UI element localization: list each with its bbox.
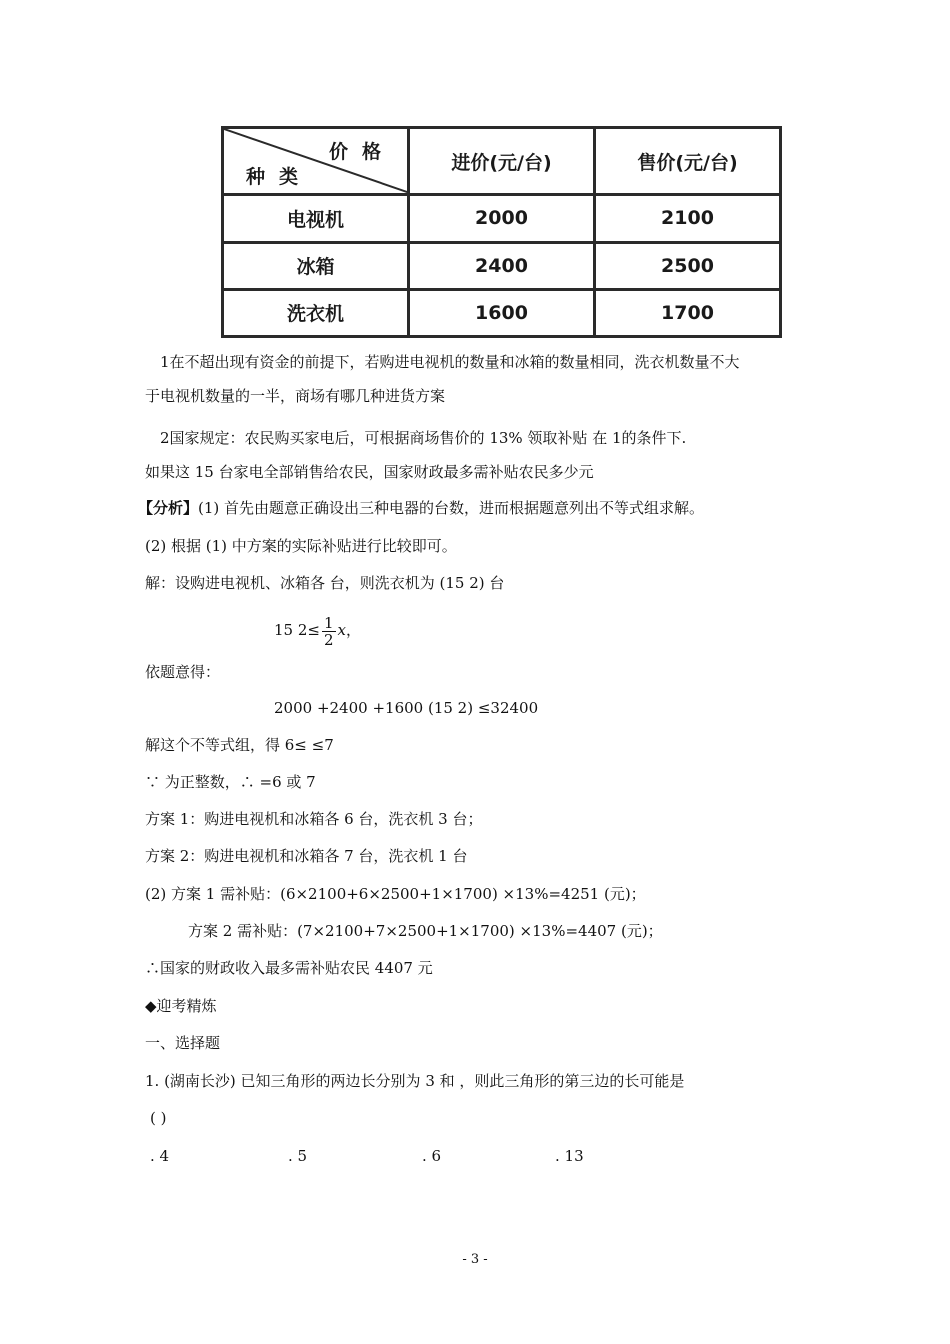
integer-condition: ∵ 为正整数，∴ =6 或 7 bbox=[145, 773, 316, 791]
row-name: 冰箱 bbox=[223, 242, 409, 289]
row-name: 电视机 bbox=[223, 195, 409, 242]
option-a: . 4 bbox=[150, 1147, 170, 1165]
variable-x: x bbox=[337, 621, 346, 639]
inequality-1-left: 15 2≤ bbox=[274, 621, 320, 639]
row-buy: 2000 bbox=[409, 195, 595, 242]
table-row bbox=[223, 289, 781, 336]
price-table bbox=[221, 126, 782, 338]
plan-2: 方案 2：购进电视机和冰箱各 7 台，洗衣机 1 台 bbox=[145, 847, 468, 865]
question-1-line-1: 1在不超出现有资金的前提下，若购进电视机的数量和冰箱的数量相同，洗衣机数量不大 bbox=[160, 353, 740, 371]
fraction-numerator: 1 bbox=[323, 613, 334, 632]
analysis-label: 【分析】 bbox=[138, 499, 199, 517]
row-sell: 1700 bbox=[595, 289, 781, 336]
page-number: - 3 - bbox=[462, 1252, 488, 1267]
solve-result: 解这个不等式组，得 6≤ ≤7 bbox=[145, 736, 334, 754]
row-name: 洗衣机 bbox=[223, 289, 409, 336]
row-sell: 2500 bbox=[595, 242, 781, 289]
header-buy-price: 进价(元/台) bbox=[409, 128, 595, 195]
fraction-denominator: 2 bbox=[323, 630, 334, 649]
table-corner-cell bbox=[223, 128, 409, 195]
fraction-one-half bbox=[322, 615, 336, 648]
section-title: ◆迎考精炼 bbox=[145, 997, 217, 1015]
table-row bbox=[223, 195, 781, 242]
row-sell: 2100 bbox=[595, 195, 781, 242]
plan-1: 方案 1：购进电视机和冰箱各 6 台，洗衣机 3 台； bbox=[145, 810, 483, 828]
table-row bbox=[223, 242, 781, 289]
analysis-text-1: (1) 首先由题意正确设出三种电器的台数，进而根据题意列出不等式组求解。 bbox=[198, 499, 705, 517]
choice-title: 一、选择题 bbox=[145, 1034, 221, 1052]
by-problem-label: 依题意得： bbox=[145, 663, 221, 681]
corner-top-label: 价格 bbox=[328, 141, 395, 163]
row-buy: 1600 bbox=[409, 289, 595, 336]
subsidy-plan-2: 方案 2 需补贴：(7×2100+7×2500+1×1700) ×13%=4407 (元)； bbox=[188, 922, 663, 940]
option-c: . 6 bbox=[422, 1147, 442, 1165]
inequality-1 bbox=[274, 613, 361, 648]
conclusion: ∴国家的财政收入最多需补贴农民 4407 元 bbox=[145, 959, 433, 977]
table-header-row bbox=[223, 128, 781, 195]
question-2-line-2: 如果这 15 台家电全部销售给农民，国家财政最多需补贴农民多少元 bbox=[145, 463, 594, 481]
solution-intro: 解：设购进电视机、冰箱各 台，则洗衣机为 (15 2) 台 bbox=[145, 574, 505, 592]
question-1-line-2: 于电视机数量的一半，商场有哪几种进货方案 bbox=[145, 387, 446, 405]
corner-bottom-label: 种类 bbox=[246, 166, 313, 189]
inequality-1-tail: ， bbox=[345, 621, 361, 639]
header-sell-price: 售价(元/台) bbox=[595, 128, 781, 195]
answer-brackets: ( ) bbox=[150, 1109, 167, 1127]
row-buy: 2400 bbox=[409, 242, 595, 289]
option-d: . 13 bbox=[555, 1147, 584, 1165]
analysis-line-1 bbox=[138, 498, 704, 518]
analysis-line-2: (2) 根据 (1) 中方案的实际补贴进行比较即可。 bbox=[145, 537, 457, 555]
inequality-2: 2000 +2400 +1600 (15 2) ≤32400 bbox=[274, 699, 539, 717]
exercise-1-stem: 1. (湖南长沙) 已知三角形的两边长分别为 3 和 ，则此三角形的第三边的长可能是 bbox=[145, 1072, 685, 1090]
question-2-line-1: 2国家规定：农民购买家电后，可根据商场售价的 13% 领取补贴 在 1的条件下. bbox=[160, 429, 687, 447]
subsidy-plan-1: (2) 方案 1 需补贴：(6×2100+6×2500+1×1700) ×13%=4251 (元)； bbox=[145, 885, 646, 903]
option-b: . 5 bbox=[288, 1147, 308, 1165]
